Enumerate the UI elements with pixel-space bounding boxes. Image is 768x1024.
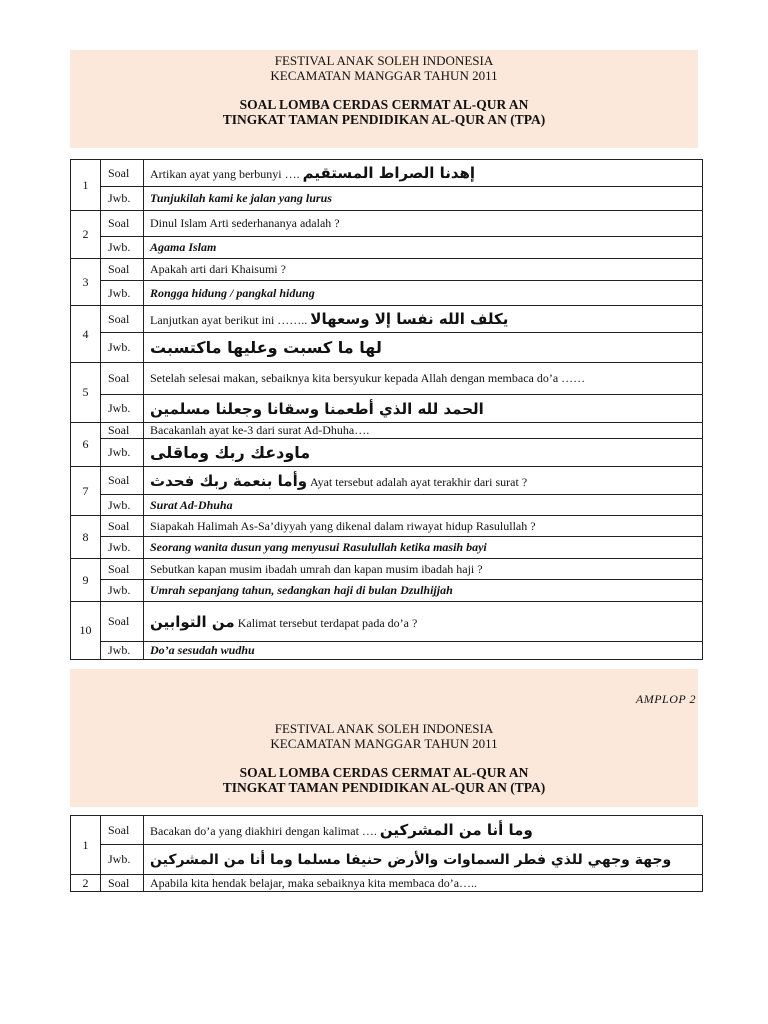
jwb-label: Jwb. bbox=[101, 580, 144, 602]
question-text: Bacakanlah ayat ke-3 dari surat Ad-Dhuha…. bbox=[144, 423, 703, 439]
arabic-verse: يكلف الله نفسا إلا وسعهالا bbox=[310, 310, 509, 328]
competition-level: TINGKAT TAMAN PENDIDIKAN AL-QUR AN (TPA) bbox=[222, 112, 546, 127]
soal-label: Soal bbox=[101, 306, 144, 333]
table-row bbox=[71, 559, 703, 580]
question-number: 8 bbox=[71, 516, 101, 559]
table-row bbox=[71, 845, 703, 875]
table-row bbox=[71, 516, 703, 537]
question-table-1 bbox=[70, 159, 703, 660]
answer-text bbox=[144, 333, 703, 363]
answer-text: Tunjukilah kami ke jalan yang lurus bbox=[144, 187, 703, 211]
table-row bbox=[71, 395, 703, 423]
table-row bbox=[71, 333, 703, 363]
table-row bbox=[71, 875, 703, 892]
document-header-1 bbox=[70, 50, 698, 127]
soal-label: Soal bbox=[101, 259, 144, 281]
table-row bbox=[71, 160, 703, 187]
question-number: 2 bbox=[71, 211, 101, 259]
jwb-label: Jwb. bbox=[101, 439, 144, 467]
header-band-2 bbox=[70, 669, 698, 807]
answer-text: Rongga hidung / pangkal hidung bbox=[144, 281, 703, 306]
table-row bbox=[71, 423, 703, 439]
jwb-label: Jwb. bbox=[101, 187, 144, 211]
table-row bbox=[71, 439, 703, 467]
jwb-label: Jwb. bbox=[101, 495, 144, 516]
festival-subtitle: KECAMATAN MANGGAR TAHUN 2011 bbox=[270, 736, 498, 751]
soal-label: Soal bbox=[101, 516, 144, 537]
soal-label: Soal bbox=[101, 423, 144, 439]
document-header-2 bbox=[70, 721, 698, 795]
festival-subtitle: KECAMATAN MANGGAR TAHUN 2011 bbox=[270, 68, 498, 83]
arabic-verse: إهدنا الصراط المستقيم bbox=[302, 164, 476, 182]
question-number: 7 bbox=[71, 467, 101, 516]
table-row bbox=[71, 259, 703, 281]
question-number: 10 bbox=[71, 602, 101, 660]
soal-label: Soal bbox=[101, 363, 144, 395]
soal-label: Soal bbox=[101, 602, 144, 642]
jwb-label: Jwb. bbox=[101, 845, 144, 875]
question-text: Artikan ayat yang berbunyi …. إهدنا الصراط المستقيم bbox=[144, 160, 703, 187]
question-text: Lanjutkan ayat berikut ini …….. يكلف الله نفسا إلا وسعهالا bbox=[144, 306, 703, 333]
jwb-label: Jwb. bbox=[101, 537, 144, 559]
question-text: Siapakah Halimah As-Sa’diyyah yang dikenal dalam riwayat hidup Rasulullah ? bbox=[144, 516, 703, 537]
festival-title: FESTIVAL ANAK SOLEH INDONESIA bbox=[274, 53, 494, 68]
question-number: 1 bbox=[71, 160, 101, 211]
competition-title: SOAL LOMBA CERDAS CERMAT AL-QUR AN bbox=[239, 765, 529, 780]
arabic-answer: الحمد لله الذي أطعمنا وسقانا وجعلنا مسلمين bbox=[150, 399, 484, 418]
answer-text bbox=[144, 439, 703, 467]
question-number: 5 bbox=[71, 363, 101, 423]
soal-label: Soal bbox=[101, 160, 144, 187]
arabic-verse: وما أنا من المشركين bbox=[379, 821, 533, 839]
table-row bbox=[71, 467, 703, 495]
jwb-label: Jwb. bbox=[101, 642, 144, 660]
table-row bbox=[71, 816, 703, 845]
header-band-1 bbox=[70, 50, 698, 148]
answer-text: Umrah sepanjang tahun, sedangkan haji di bulan Dzulhijjah bbox=[144, 580, 703, 602]
jwb-label: Jwb. bbox=[101, 237, 144, 259]
answer-text: Do’a sesudah wudhu bbox=[144, 642, 703, 660]
answer-text bbox=[144, 845, 703, 875]
arabic-answer: وجهة وجهي للذي فطر السماوات والأرض حنيفا مسلما وما أنا من المشركين bbox=[150, 851, 672, 868]
competition-title: SOAL LOMBA CERDAS CERMAT AL-QUR AN bbox=[239, 97, 529, 112]
festival-title: FESTIVAL ANAK SOLEH INDONESIA bbox=[274, 721, 494, 736]
table-row bbox=[71, 642, 703, 660]
table-row bbox=[71, 306, 703, 333]
question-text: Apabila kita hendak belajar, maka sebaiknya kita membaca do’a….. bbox=[144, 875, 703, 892]
arabic-answer: ماودعك ربك وماقلى bbox=[150, 443, 311, 462]
table-row bbox=[71, 237, 703, 259]
answer-text bbox=[144, 395, 703, 423]
table-row bbox=[71, 495, 703, 516]
answer-text: Seorang wanita dusun yang menyusui Rasulullah ketika masih bayi bbox=[144, 537, 703, 559]
table-row bbox=[71, 187, 703, 211]
question-number: 3 bbox=[71, 259, 101, 306]
table-row bbox=[71, 580, 703, 602]
arabic-verse: من التوابين bbox=[150, 612, 235, 631]
question-table-2 bbox=[70, 815, 703, 892]
envelope-label: AMPLOP 2 bbox=[635, 692, 696, 706]
question-text: Sebutkan kapan musim ibadah umrah dan kapan musim ibadah haji ? bbox=[144, 559, 703, 580]
question-number: 9 bbox=[71, 559, 101, 602]
soal-label: Soal bbox=[101, 816, 144, 845]
question-text: Bacakan do’a yang diakhiri dengan kalimat …. وما أنا من المشركين bbox=[144, 816, 703, 845]
question-text: وأما بنعمة ربك فحدث Ayat tersebut adalah ayat terakhir dari surat ? bbox=[144, 467, 703, 495]
table-row bbox=[71, 537, 703, 559]
table-row bbox=[71, 281, 703, 306]
question-number: 4 bbox=[71, 306, 101, 363]
question-number: 2 bbox=[71, 875, 101, 892]
question-text: Dinul Islam Arti sederhananya adalah ? bbox=[144, 211, 703, 237]
soal-label: Soal bbox=[101, 467, 144, 495]
jwb-label: Jwb. bbox=[101, 333, 144, 363]
arabic-verse: وأما بنعمة ربك فحدث bbox=[150, 471, 308, 490]
question-text: Setelah selesai makan, sebaiknya kita bersyukur kepada Allah dengan membaca do’a …… bbox=[144, 363, 703, 395]
table-row bbox=[71, 211, 703, 237]
question-number: 1 bbox=[71, 816, 101, 875]
table-row bbox=[71, 363, 703, 395]
jwb-label: Jwb. bbox=[101, 281, 144, 306]
question-text: من التوابين Kalimat tersebut terdapat pada do’a ? bbox=[144, 602, 703, 642]
arabic-answer: لها ما كسبت وعليها ماكتسبت bbox=[150, 338, 382, 357]
question-text: Apakah arti dari Khaisumi ? bbox=[144, 259, 703, 281]
jwb-label: Jwb. bbox=[101, 395, 144, 423]
answer-text: Surat Ad-Dhuha bbox=[144, 495, 703, 516]
table-row bbox=[71, 602, 703, 642]
competition-level: TINGKAT TAMAN PENDIDIKAN AL-QUR AN (TPA) bbox=[222, 780, 546, 795]
question-number: 6 bbox=[71, 423, 101, 467]
soal-label: Soal bbox=[101, 211, 144, 237]
soal-label: Soal bbox=[101, 875, 144, 892]
soal-label: Soal bbox=[101, 559, 144, 580]
answer-text: Agama Islam bbox=[144, 237, 703, 259]
